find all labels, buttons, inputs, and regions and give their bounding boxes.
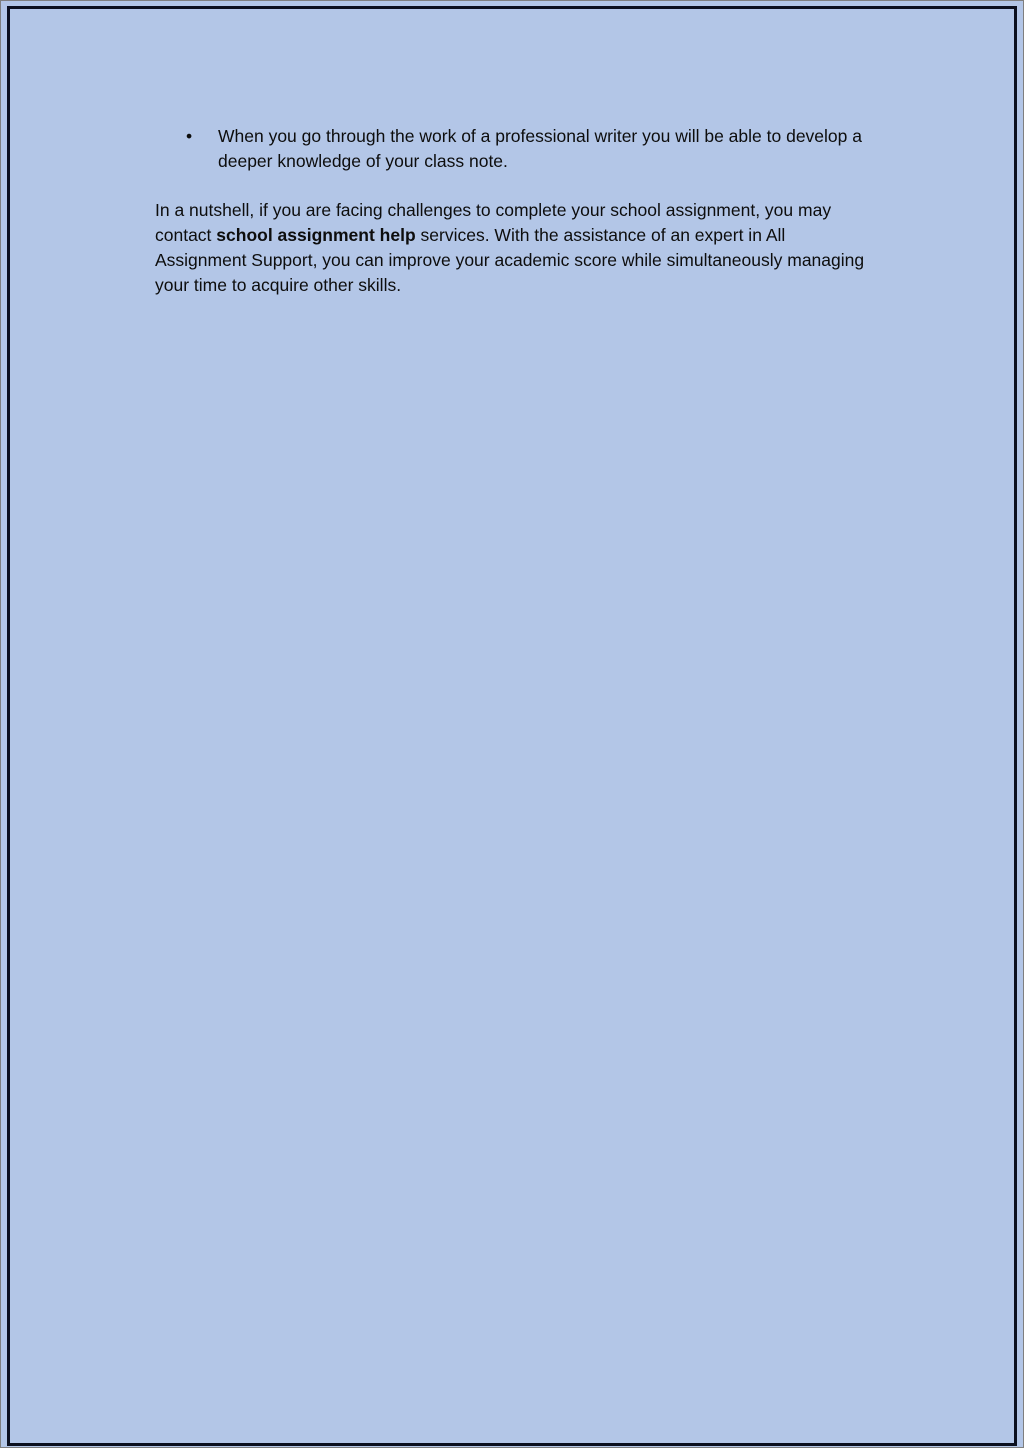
bullet-list (155, 124, 875, 174)
bullet-text: When you go through the work of a professional writer you will be able to develop a deeper knowledge of your class note. (218, 126, 862, 171)
paragraph-text-end: services. With the assistance of an expert in All Assignment Support, you can improve your academic score while simultaneously managing your time to acquire other skills. (155, 225, 865, 295)
paragraph-bold-keyword: school assignment help (216, 225, 416, 245)
bullet-icon: • (186, 126, 193, 146)
document-body (155, 124, 875, 298)
paragraph-text-start: In a nutshell, if you are facing challenges to complete your school assignment, you may contact (155, 200, 832, 245)
conclusion-paragraph (155, 198, 875, 298)
list-item (155, 124, 875, 174)
